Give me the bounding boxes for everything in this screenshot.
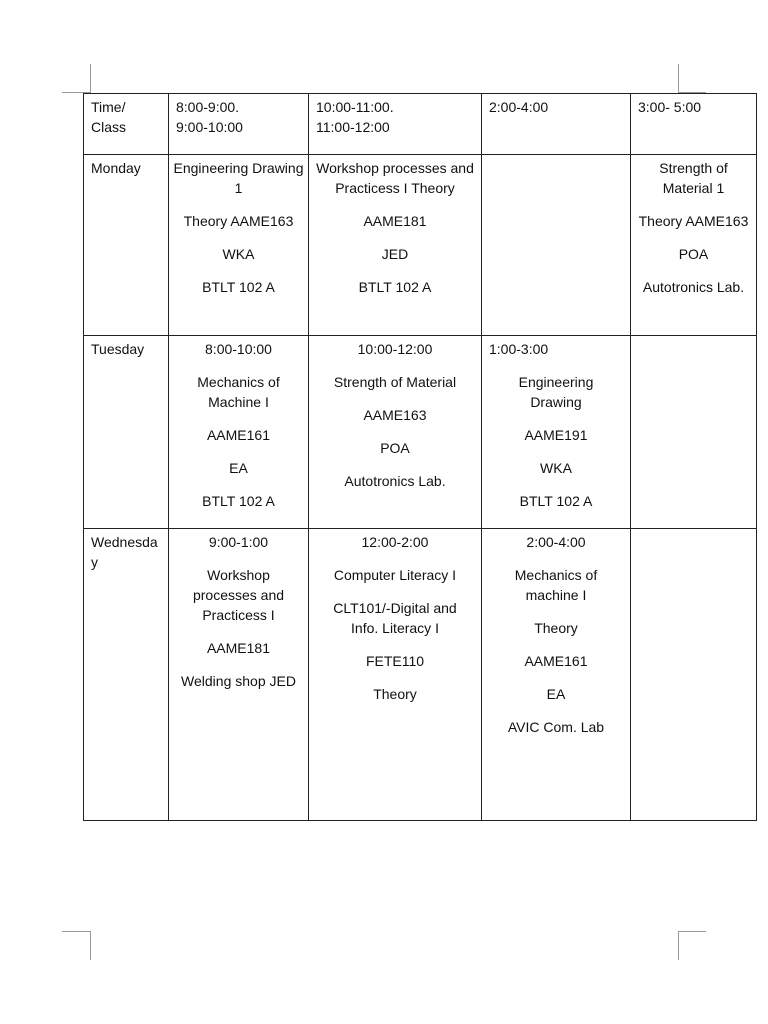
header-slot-2-line-1: 10:00-11:00. (316, 99, 394, 115)
lecturer: JED (381, 246, 409, 262)
crop-mark-bottom-right-horizontal (678, 931, 706, 932)
course-code: AAME163 (363, 407, 427, 423)
course-title: Mechanics of machine I (514, 567, 598, 603)
row-tuesday (84, 336, 757, 529)
header-slot-1 (169, 94, 309, 155)
class-cell (309, 155, 482, 336)
lecturer: POA (380, 440, 410, 456)
empty-cell (631, 336, 757, 529)
session-type: Theory (373, 686, 417, 702)
course-title: Strength of Material 1 (659, 160, 728, 196)
venue: BTLT 102 A (202, 493, 275, 509)
lecturer: WKA (540, 460, 572, 476)
row-wednesday (84, 529, 757, 821)
venue: Autotronics Lab. (642, 279, 745, 295)
row-monday (84, 155, 757, 336)
class-cell (169, 529, 309, 821)
venue: AVIC Com. Lab (507, 719, 605, 735)
venue: BTLT 102 A (519, 493, 593, 509)
day-label: Monday (91, 160, 141, 176)
crop-mark-bottom-right-vertical (678, 931, 679, 960)
empty-cell (482, 155, 631, 336)
class-cell (169, 336, 309, 529)
venue: BTLT 102 A (358, 279, 432, 295)
course-title: Workshop processes and Practicess I (192, 567, 285, 623)
header-slot-1-line-1: 8:00-9:00. (176, 99, 240, 115)
course-title: Strength of Material (333, 374, 457, 390)
course-title: Engineering Drawing 1 (173, 160, 304, 196)
day-cell (84, 336, 169, 529)
header-time-class (84, 94, 169, 155)
time-range: 9:00-1:00 (208, 534, 269, 550)
course-code: AAME181 (206, 640, 271, 656)
day-label: Tuesday (91, 341, 145, 357)
header-slot-2 (309, 94, 482, 155)
lecturer: POA (678, 246, 709, 262)
lecturer: WKA (222, 246, 255, 262)
class-cell (309, 529, 482, 821)
header-slot-2-line-2: 11:00-12:00 (316, 119, 390, 135)
class-cell (631, 155, 757, 336)
day-cell (84, 529, 169, 821)
time-range: 8:00-10:00 (205, 341, 272, 357)
course-title: Engineering Drawing (518, 374, 594, 410)
header-slot-4-label: 3:00- 5:00 (638, 99, 702, 115)
header-row (84, 94, 757, 155)
header-slot-3 (482, 94, 631, 155)
venue: Autotronics Lab. (344, 473, 446, 489)
time-range: 1:00-3:00 (489, 341, 549, 357)
course-title: Mechanics of Machine I (197, 374, 280, 410)
course-code: AAME161 (524, 653, 588, 669)
class-cell (482, 529, 631, 821)
course-detail: Theory AAME163 (638, 213, 749, 229)
session-type: Theory (534, 620, 578, 636)
venue: BTLT 102 A (202, 279, 275, 295)
empty-cell (631, 529, 757, 821)
header-time-class-label: Time/ Class (91, 99, 127, 135)
class-cell (169, 155, 309, 336)
course-code: AAME181 (363, 213, 427, 229)
time-range: 10:00-12:00 (357, 341, 433, 357)
course-detail: CLT101/-Digital and Info. Literacy I (333, 600, 457, 636)
time-range: 12:00-2:00 (361, 534, 429, 550)
crop-mark-bottom-left-vertical (90, 931, 91, 960)
class-cell (482, 336, 631, 529)
crop-mark-bottom-left-horizontal (62, 931, 90, 932)
day-label: Wednesday (91, 534, 158, 570)
header-slot-1-line-2: 9:00-10:00 (176, 119, 243, 135)
crop-mark-top-right-vertical (678, 64, 679, 93)
lecturer: EA (546, 686, 566, 702)
class-cell (309, 336, 482, 529)
timetable (83, 93, 757, 821)
course-detail: Theory AAME163 (183, 213, 294, 229)
header-slot-4 (631, 94, 757, 155)
course-code: AAME161 (206, 427, 271, 443)
course-code: AAME191 (524, 427, 588, 443)
course-title: Workshop processes and Practicess I Theory (316, 160, 474, 196)
course-code: FETE110 (365, 653, 425, 669)
day-cell (84, 155, 169, 336)
header-slot-3-label: 2:00-4:00 (489, 99, 549, 115)
course-title: Computer Literacy I (333, 567, 457, 583)
time-range: 2:00-4:00 (526, 534, 586, 550)
lecturer: EA (229, 460, 248, 476)
crop-mark-top-left-vertical (90, 64, 91, 93)
venue: Welding shop JED (181, 673, 296, 689)
